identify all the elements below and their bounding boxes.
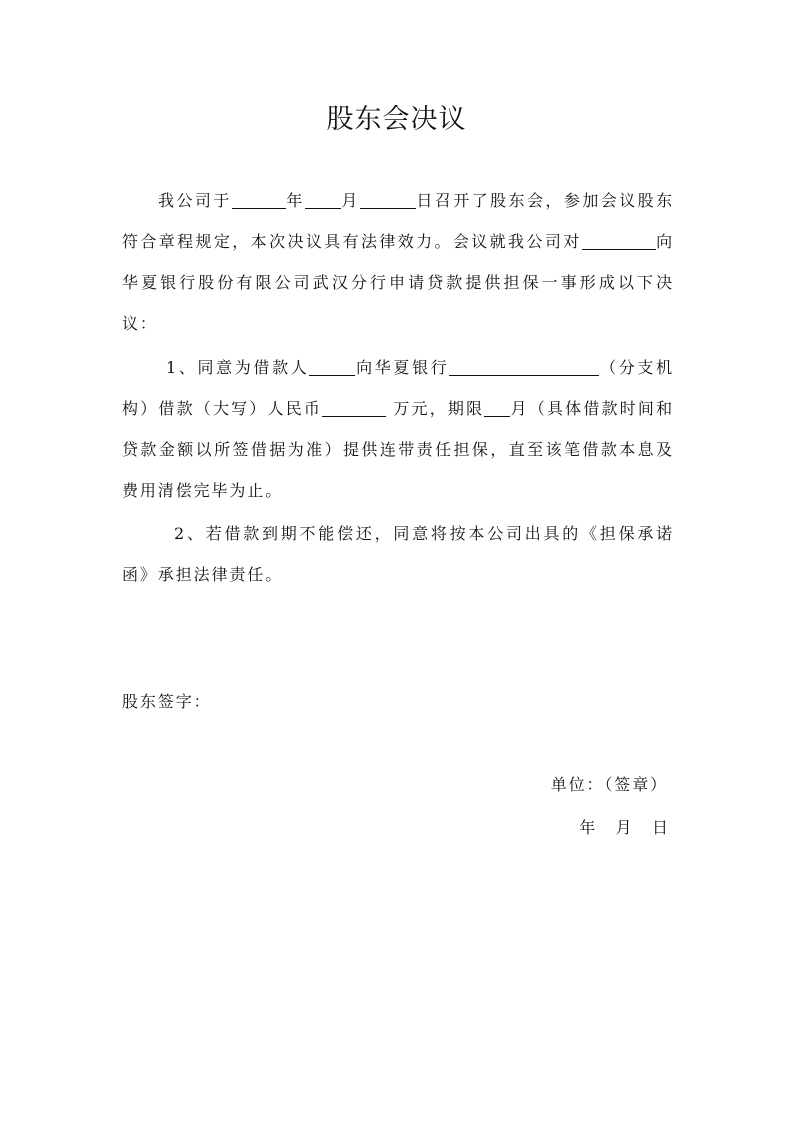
unit-seal-label: 单位：（签章） (550, 775, 668, 794)
meeting-text-year: 年 (285, 191, 305, 210)
resolution1-text-5: 月（具体借款时间和贷款金额以所签借据为准）提供连带责任担保，直至该笔借款本息及费用清偿完毕为止。 (122, 399, 674, 500)
blank-month-field[interactable] (305, 190, 341, 209)
resolution1-text-2: 向华夏银行 (355, 358, 450, 377)
blank-term-field[interactable] (484, 398, 510, 417)
blank-day-field[interactable] (360, 190, 416, 209)
meeting-text-1: 我公司于 (158, 191, 232, 210)
meeting-text-3: 向华夏银行股份有限公司武汉分行申请贷款提供担保一事形成以下决议： (122, 232, 674, 333)
shareholder-signature-label: 股东签字： (122, 692, 212, 711)
blank-branch-field[interactable] (449, 357, 599, 376)
resolution1-text-4: 万元，期限 (386, 399, 485, 418)
page-title: 股东会决议 (326, 104, 467, 135)
blank-year-field[interactable] (232, 190, 286, 209)
blank-borrower-field[interactable] (582, 231, 656, 250)
meeting-text-month: 月 (340, 191, 360, 210)
meeting-text-2: 日召开了股东会，参加会议股东符合章程规定，本次决议具有法律效力。会议就我公司对 (122, 191, 674, 251)
paragraph-meeting-statement (122, 180, 674, 344)
paragraph-resolution-2: 2、若借款到期不能偿还，同意将按本公司出具的《担保承诺函》承担法律责任。 (122, 524, 674, 584)
resolution1-text-3: （分支机构）借款（大写）人民币 (122, 358, 674, 418)
date-line: 年 月 日 (579, 818, 668, 837)
paragraph-resolution-1 (122, 347, 674, 511)
blank-borrower-name-field[interactable] (309, 357, 355, 376)
resolution1-text-1: 1、同意为借款人 (166, 358, 310, 377)
blank-amount-field[interactable] (322, 398, 386, 417)
